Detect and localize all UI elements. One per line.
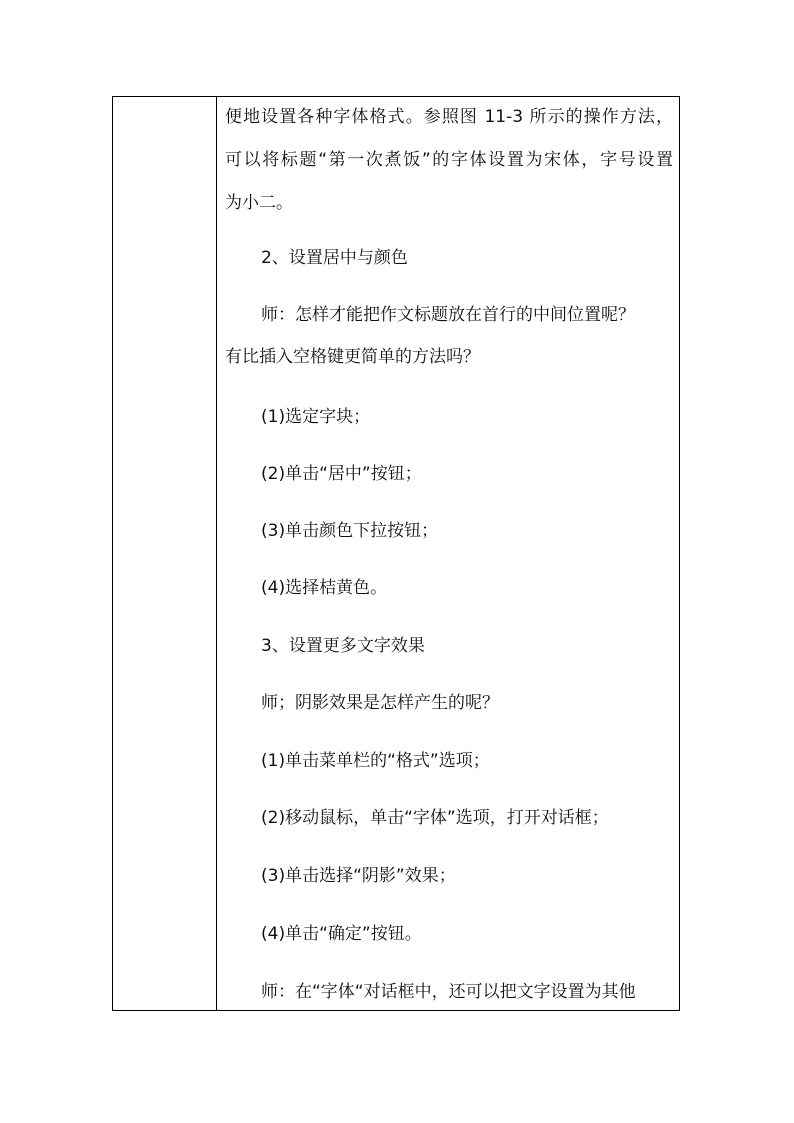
step-3: (3)单击颜色下拉按钮；	[261, 521, 439, 541]
teacher-question-1-continued: 有比插入空格键更简单的方法吗？	[225, 347, 480, 367]
teacher-question-1: 师：怎样才能把作文标题放在首行的中间位置呢？	[261, 305, 635, 325]
teacher-note: 师：在“字体“对话框中，还可以把文字设置为其他	[261, 982, 636, 1002]
document-table	[112, 96, 680, 1011]
step-8: (4)单击“确定”按钮。	[261, 924, 422, 944]
right-column-cell	[217, 97, 681, 1010]
step-1: (1)选定字块；	[261, 407, 371, 427]
text-line-2: 可以将标题“第一次煮饭”的字体设置为宋体，字号设置	[225, 150, 673, 170]
left-column-cell	[113, 97, 217, 1010]
step-6: (2)移动鼠标，单击“字体”选项，打开对话框；	[261, 808, 609, 828]
step-5: (1)单击菜单栏的“格式”选项；	[261, 751, 490, 771]
section-heading-2: 2、设置居中与颜色	[261, 248, 408, 268]
teacher-question-2: 师；阴影效果是怎样产生的呢？	[261, 693, 499, 713]
step-2: (2)单击“居中”按钮；	[261, 464, 422, 484]
step-7: (3)单击选择“阴影”效果；	[261, 866, 456, 886]
text-line-1: 便地设置各种字体格式。参照图 11-3 所示的操作方法，	[225, 107, 673, 127]
step-4: (4)选择桔黄色。	[261, 578, 388, 598]
section-heading-3: 3、设置更多文字效果	[261, 636, 425, 656]
text-line-3: 为小二。	[225, 193, 293, 213]
